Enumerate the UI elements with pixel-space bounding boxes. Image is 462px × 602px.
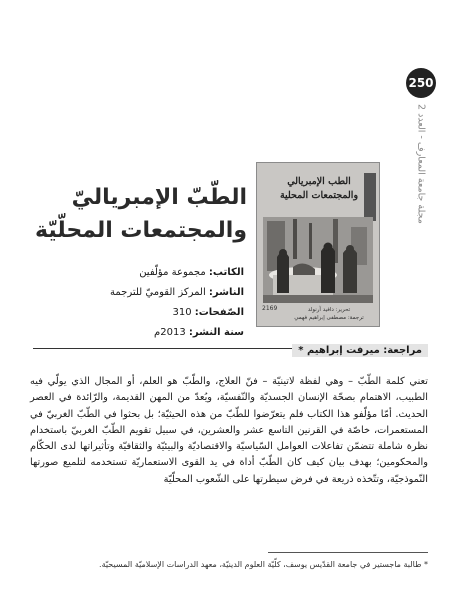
meta-year: [154, 327, 244, 338]
footnote-divider: [268, 552, 428, 553]
article-title-line1: الطّبّ الإمبرياليّ: [71, 185, 247, 210]
meta-author: [139, 267, 244, 278]
meta-pages: [172, 307, 244, 318]
article-body: [30, 374, 428, 488]
cover-title: الطب الإمبريالي والمجتمعات المحلية: [279, 176, 359, 201]
body-paragraph: تعني كلمة الطّبّ – وهي لفظة لاتينيّة – فنّ العلاج، والطّبّ هو العلم، أو المجال الذي يولّي فيه الطبيب، الاهتمام بصحّة الإنسان الجسديّة والنّفسيّة، ويُعدّ من المهن القديمة، والرّائدة في العصر الحديث. أمّا مؤلّفو هذا الكتاب فلم يتعرّضوا للطّبّ من هذه الحيثيّة؛ بل بحثوا في الطّبّ الغربيّ في المستعمرات، خاصّة في القرنين التاسع عشر والعشرين، في سبيل تقويم الطّبّ الغربيّ باستخدام نظرة شاملة تتضمّن تفاعلات العوامل السّياسيّة والاقتصاديّة والبيئيّة والثقافيّة وتأثيراتها لدى الحكّام والمحكومين؛ بهدف بيان كيف كان الطّبّ أداة في يد القوى الاستعماريّة تستخدمه لتلميع صورتها النّموذجيّة، وتتّخذه ذريعة في فرض سيطرتها على الشّعوب المحلّيّة: [30, 376, 428, 485]
meta-pages-value: 310: [172, 307, 192, 318]
cover-illustration: [263, 217, 373, 303]
journal-strip: [406, 104, 436, 244]
meta-publisher-label: الناشر:: [208, 287, 244, 298]
book-cover: [256, 162, 380, 327]
article-title-line2: والمجتمعات المحلّيّة: [35, 218, 247, 243]
journal-name: مجلة جامعة المعارف - العدد 2: [415, 104, 427, 224]
meta-year-value: 2013م: [154, 327, 186, 338]
meta-author-label: الكاتب:: [208, 267, 244, 278]
cover-credits: تحرير: دافيد آرنولد ترجمة: مصطفى إبراهيم فهمي: [294, 307, 364, 321]
footnote: * طالبة ماجستير في جامعة القدّيس يوسف، كلّيّة العلوم الدينيّة، معهد الدراسات الإسلاميّة المسيحيّة.: [99, 560, 428, 569]
meta-pages-label: الصّفحات:: [194, 307, 244, 318]
meta-author-value: مجموعة مؤلّفين: [139, 267, 206, 278]
page-number-badge: [406, 68, 436, 98]
page-number: 250: [408, 76, 434, 90]
cover-series-number: 2169: [262, 305, 278, 312]
publisher-logo: [364, 173, 376, 221]
meta-publisher-value: المركز القوميّ للترجمة: [110, 287, 206, 298]
meta-publisher: [110, 287, 244, 298]
reviewer-label: مراجعة: ميرفت إبراهيم *: [292, 344, 428, 357]
meta-year-label: سنة النشر:: [188, 327, 244, 338]
